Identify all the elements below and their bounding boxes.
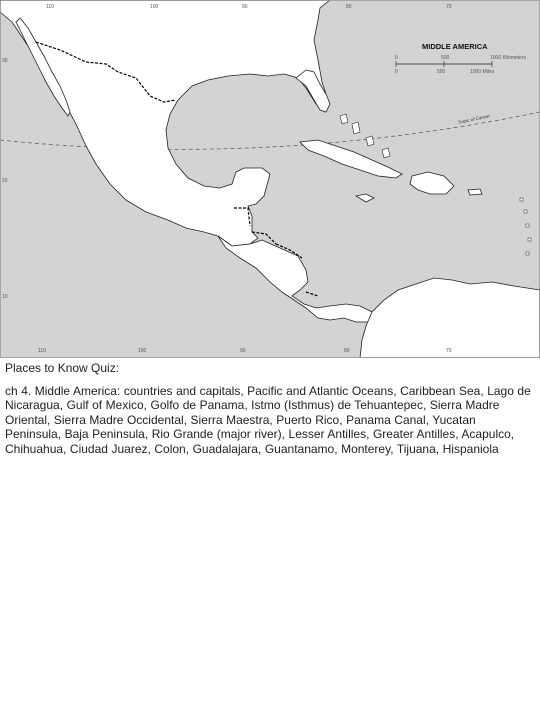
svg-text:90: 90 bbox=[240, 348, 246, 354]
svg-text:30: 30 bbox=[2, 58, 8, 64]
map-title: MIDDLE AMERICA bbox=[422, 42, 488, 51]
svg-text:110: 110 bbox=[38, 348, 46, 354]
svg-text:1000 Miles: 1000 Miles bbox=[470, 69, 495, 75]
svg-text:500: 500 bbox=[437, 69, 446, 75]
svg-text:20: 20 bbox=[2, 178, 8, 184]
quiz-text-block bbox=[5, 361, 535, 457]
svg-text:100: 100 bbox=[150, 4, 159, 10]
svg-text:90: 90 bbox=[242, 4, 248, 10]
svg-text:70: 70 bbox=[446, 348, 452, 354]
svg-text:70: 70 bbox=[446, 4, 452, 10]
svg-text:1000 Kilometers: 1000 Kilometers bbox=[490, 55, 527, 61]
tropic-label: Tropic of Cancer bbox=[457, 113, 491, 125]
svg-text:0: 0 bbox=[395, 55, 398, 61]
quiz-body: ch 4. Middle America: countries and capitals, Pacific and Atlantic Oceans, Caribbean Sea, Lago de Nicaragua, Gulf of Mexico, Golfo de Panama, Istmo (Isthmus) de Tehuantepec, Sierra Madre Oriental, Sierra Madre Occidental, Sierra Maestra, Puerto Rico, Panama Canal, Yucatan Peninsula, Baja Peninsula, Rio Grande (major river), Lesser Antilles, Greater Antilles, Acapulco, Chihuahua, Ciudad Juarez, Colon, Guadalajara, Guantanamo, Monterey, Tijuana, Hispaniola bbox=[5, 383, 531, 456]
svg-text:110: 110 bbox=[46, 4, 54, 10]
svg-text:80: 80 bbox=[344, 348, 350, 354]
svg-text:0: 0 bbox=[395, 69, 398, 75]
svg-text:500: 500 bbox=[441, 55, 450, 61]
quiz-title: Places to Know Quiz: bbox=[5, 361, 120, 375]
puerto-rico-land bbox=[468, 189, 482, 195]
svg-text:10: 10 bbox=[2, 294, 8, 300]
middle-america-map bbox=[0, 0, 540, 358]
svg-text:100: 100 bbox=[138, 348, 147, 354]
svg-text:80: 80 bbox=[346, 4, 352, 10]
